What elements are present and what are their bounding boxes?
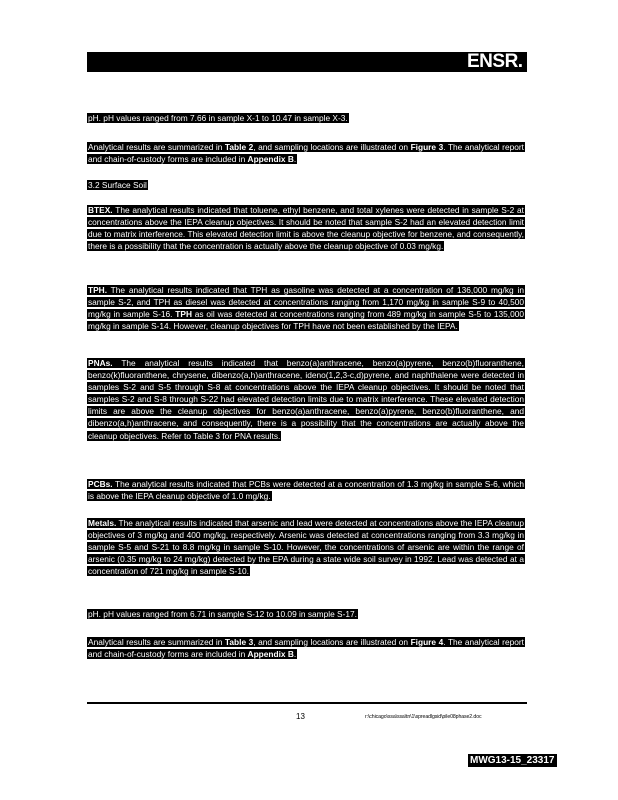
pcbs-label: PCBs.	[88, 479, 113, 489]
bates-number: MWG13-15_23317	[470, 755, 555, 766]
page-number: 13	[296, 712, 305, 721]
ph-paragraph-x	[87, 112, 525, 124]
file-path: r:\chicago\ssa\ssa\tn\1\spreadlgsid\pile08phase2.doc	[365, 714, 482, 720]
section-heading: 3.2 Surface Soil	[88, 180, 147, 190]
header-bar	[87, 52, 527, 72]
pnas-paragraph: PNAs. The analytical results indicated that benzo(a)anthracene, benzo(a)pyrene, benzo(b)fluoranthene, benzo(k)fluoranthene, chrysene, dibenzo(a,h)anthracene, ideno(1,2,3-c,d)pyrene, and naphthalene were detected in samples S-2 and S-5 through S-8 at concentrations above the IEPA cleanup objectives. It should be noted that samples S-2 and S-8 through S-22 had elevated detection limits due to matrix interference. These elevated detection limits are above the cleanup objectives for benzo(a)anthracene, benzo(a)pyrene, benzo(b)fluoranthene, and dibenzo(a,h)anthracene, and consequently, there is a possibility that the concentrations are actually above the cleanup objectives. Refer to Table 3 for PNA results.	[88, 358, 524, 441]
table-ref: Table 2	[224, 142, 254, 152]
results-paragraph-2: Analytical results are summarized in Table 3, and sampling locations are illustrated on Figure 4. The analytical report and chain-of-custody forms are included in Appendix B.	[88, 637, 524, 660]
metals-label: Metals.	[88, 518, 117, 528]
tph-paragraph: TPH. The analytical results indicated that TPH as gasoline was detected at a concentration of 136,000 mg/kg in sample S-2, and TPH as diesel was detected at concentrations ranging from 1,170 mg/kg in sample S-9 to 40,500 mg/kg in sample S-16. TPH as oil was detected at concentrations ranging from 489 mg/kg in sample S-5 to 135,000 mg/kg in sample S-14. However, cleanup objectives for TPH have not been established by the IEPA.	[88, 285, 525, 332]
figure-ref: Figure 3	[410, 142, 444, 152]
ph-text: pH. pH values ranged from 7.66 in sample X-1 to 10.47 in sample X-3.	[88, 113, 348, 123]
ph-paragraph-s: pH. pH values ranged from 6.71 in sample S-12 to 10.09 in sample S-17.	[88, 609, 358, 619]
btex-label: BTEX.	[88, 205, 113, 215]
tph-label: TPH.	[88, 285, 108, 295]
btex-paragraph: BTEX. The analytical results indicated that toluene, ethyl benzene, and total xylenes were detected in sample S-2 at concentrations above the IEPA cleanup objectives. It should be noted that sample S-2 had an elevated detection limit due to matrix interference. This elevated detection limit is above the cleanup objective for benzene, and consequently, there is a possibility that the concentration is actually above the cleanup objective of 0.03 mg/kg.	[88, 205, 524, 252]
ensr-logo: ENSR.	[467, 51, 523, 72]
pnas-label: PNAs.	[88, 358, 113, 368]
metals-paragraph: Metals. The analytical results indicated that arsenic and lead were detected at concentrations above the IEPA cleanup objectives of 3 mg/kg and 400 mg/kg, respectively. Arsenic was detected at concentrations ranging from 3.3 mg/kg in sample S-5 and S-21 to 8.8 mg/kg in sample S-10. However, the concentrations of arsenic are within the range of arsenic (0.35 mg/kg to 24 mg/kg) detected by the EPA during a state wide soil survey in 1992. Lead was detected at a concentration of 721 mg/kg in sample S-10.	[88, 518, 524, 577]
appendix-ref: Appendix B	[247, 649, 294, 660]
results-paragraph-1: Analytical results are summarized in Table 2, and sampling locations are illustrated on Figure 3. The analytical report and chain-of-custody forms are included in Appendix B.	[88, 142, 524, 165]
pcbs-paragraph: PCBs. The analytical results indicated that PCBs were detected at a concentration of 1.3 mg/kg in sample S-6, which is above the IEPA cleanup objective of 1.0 mg/kg.	[88, 479, 524, 502]
footer-rule	[87, 702, 527, 704]
figure-ref: Figure 4	[410, 637, 444, 647]
appendix-ref: Appendix B	[247, 154, 294, 165]
table-ref: Table 3	[224, 637, 254, 647]
